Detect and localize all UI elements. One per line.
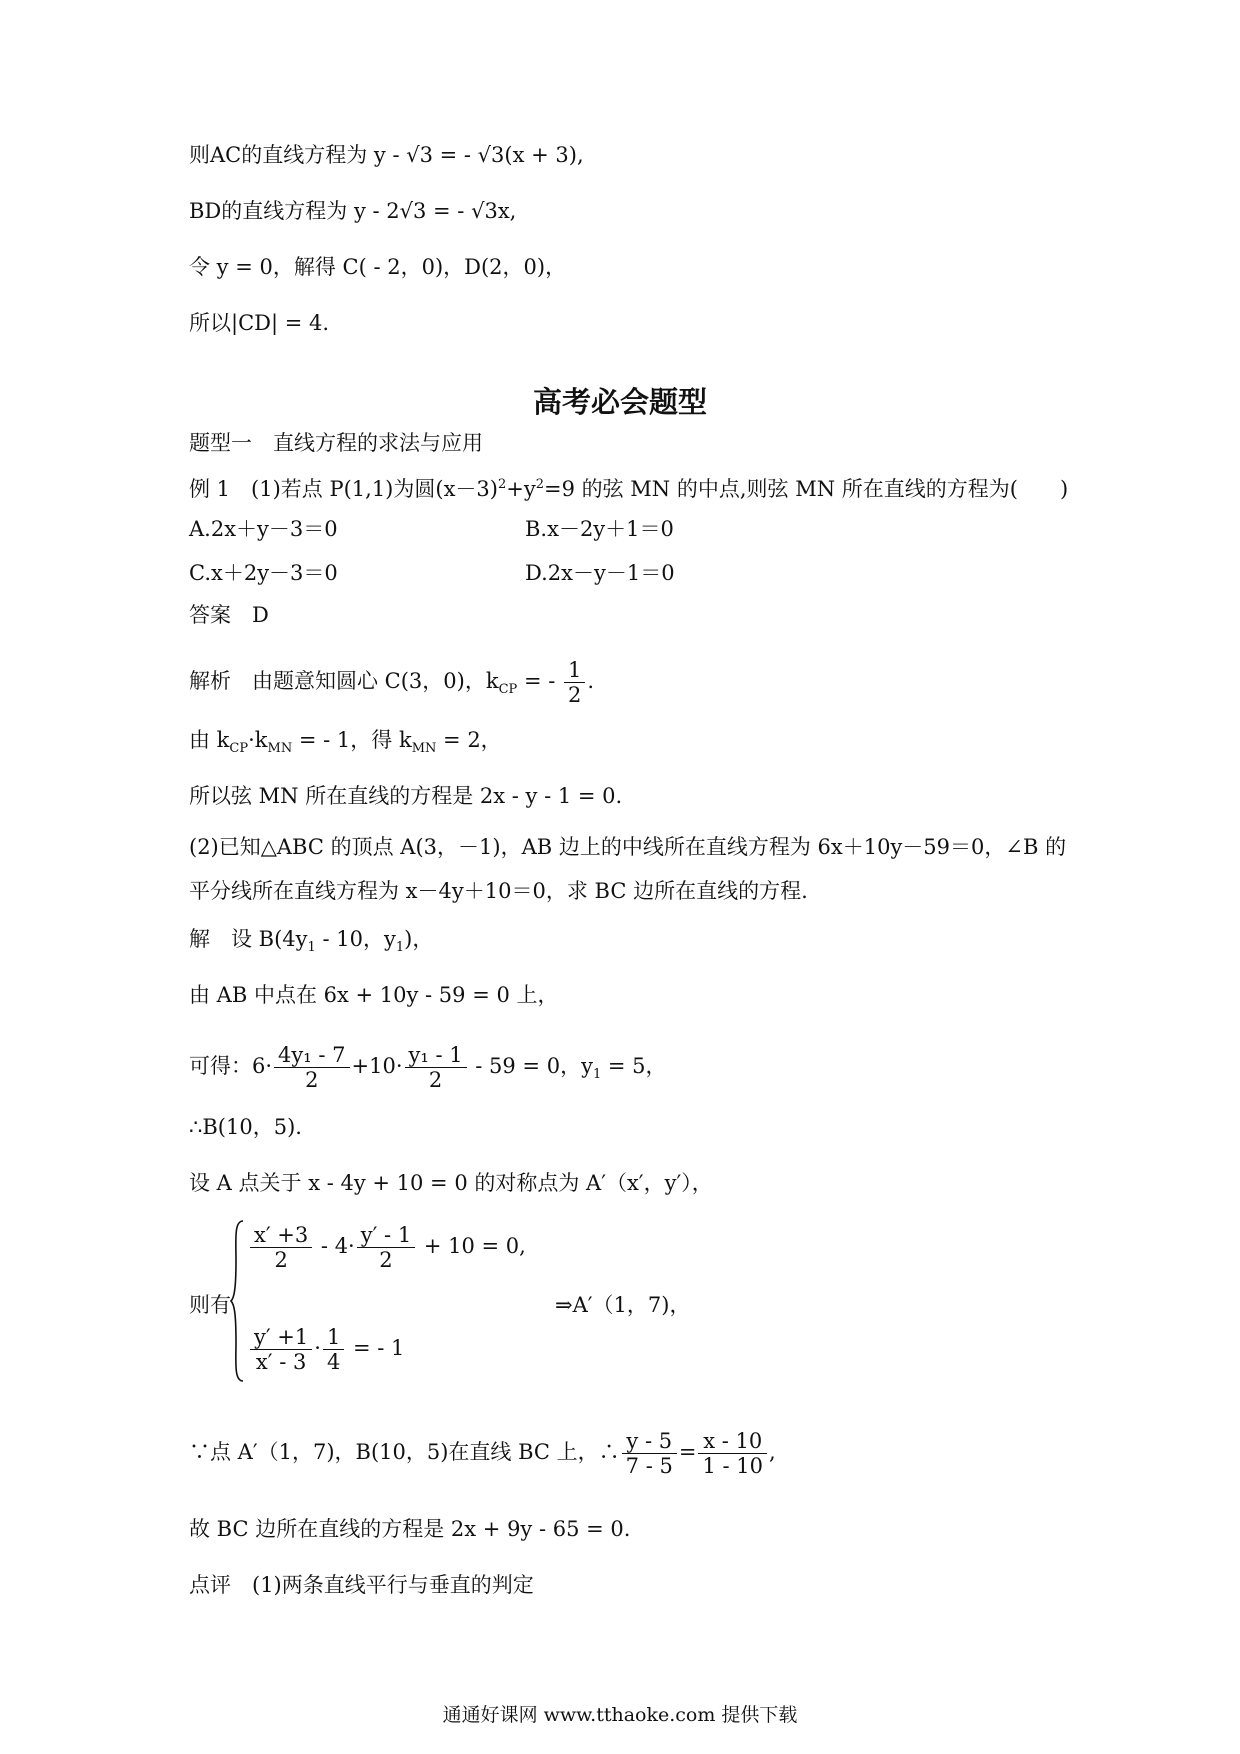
sol-text: 可得：6·: [189, 1054, 273, 1078]
ex1-part-a: 例 1 (1)若点 P(1,1)为圆(x－3): [189, 477, 498, 501]
text-line: 所以|CD| = 4.: [189, 311, 330, 335]
slope-text: = 2，: [436, 728, 502, 752]
slope-text: ·k: [248, 728, 268, 752]
frac-num: 4y₁ - 7: [274, 1043, 349, 1068]
fraction: [250, 1325, 312, 1374]
frac-den: 1 - 10: [702, 1454, 763, 1478]
sol-text: - 59 = 0，y: [468, 1054, 593, 1078]
sys-text: + 10 = 0,: [417, 1234, 526, 1258]
sol-text: - 10，y: [315, 927, 396, 951]
comment: 点评 (1)两条直线平行与垂直的判定: [189, 1573, 534, 1597]
option-d: D.2x－y－1＝0: [525, 561, 675, 585]
solution-line: ∴B(10，5).: [189, 1115, 302, 1139]
sol-text: +10·: [351, 1054, 403, 1078]
frac-num: x′ +3: [250, 1223, 312, 1248]
frac-den: 4: [326, 1350, 341, 1374]
slope-text: = - 1，得 k: [292, 728, 412, 752]
sol-text: )，: [404, 927, 434, 951]
superscript: 2: [497, 477, 507, 492]
frac-num: 1: [564, 658, 585, 683]
subscript: 1: [395, 940, 405, 956]
system-eq-1: [248, 1218, 526, 1274]
sol-text: =: [678, 1440, 697, 1464]
fraction: [323, 1325, 344, 1374]
frac-den: x′ - 3: [255, 1350, 307, 1374]
frac-num: y - 5: [622, 1429, 677, 1454]
analysis-line: 解析 由题意知圆心 C(3，0)，$k_{CP}$ = - $\frac{1}{2}$ .: [189, 658, 595, 707]
subscript: 1: [592, 1067, 602, 1083]
bc-result: 故 BC 边所在直线的方程是 2x + 9y - 65 = 0.: [189, 1517, 631, 1541]
text-line: BD的直线方程为 y - 2√3 = - √3x,: [189, 199, 517, 223]
system-label: 则有: [189, 1293, 231, 1317]
question-2-line2: 平分线所在直线方程为 x－4y＋10＝0，求 BC 边所在直线的方程.: [189, 879, 808, 903]
collinear-line: [189, 1422, 776, 1482]
system-eq-2: [248, 1320, 404, 1376]
frac-den: 2: [305, 1068, 319, 1092]
slope-line: [189, 725, 502, 764]
fraction: [622, 1429, 677, 1478]
sys-text: ·: [314, 1336, 321, 1360]
fraction: [405, 1043, 467, 1092]
mn-result: 所以弦 MN 所在直线的方程是 2x - y - 1 = 0.: [189, 784, 623, 808]
analysis-eq: = -: [517, 669, 562, 693]
solution-line: 由 AB 中点在 6x + 10y - 59 = 0 上，: [189, 983, 559, 1007]
frac-num: x - 10: [698, 1429, 767, 1454]
subscript: 1: [307, 940, 316, 956]
text-line: 则AC的直线方程为 y - √3 = - √3(x + 3),: [189, 143, 584, 167]
frac-den: 2: [379, 1248, 393, 1272]
fraction: [698, 1429, 767, 1478]
text-line: 令 y = 0，解得 C( - 2，0)，D(2，0)，: [189, 255, 567, 279]
frac-num: 1: [323, 1325, 344, 1350]
fraction: [357, 1223, 415, 1272]
ex1-part-c: =9 的弦 MN 的中点,则弦 MN 所在直线的方程为( ): [544, 477, 1069, 501]
sol-text: ∵点 A′（1，7)，B(10，5)在直线 BC 上，∴: [189, 1440, 620, 1464]
analysis-text: 解析 由题意知圆心 C(3，0)，k: [189, 669, 499, 693]
frac-den: 7 - 5: [625, 1454, 673, 1478]
sol-text: 解 设 B(4y: [189, 927, 308, 951]
subscript: CP: [498, 682, 518, 698]
ex1-part-b: +y: [506, 477, 536, 501]
question-2-line1: (2)已知△ABC 的顶点 A(3，－1)，AB 边上的中线所在直线方程为 6x＋10y－59＝0，∠B 的: [189, 835, 1067, 859]
frac-den: 2: [428, 1068, 443, 1092]
solution-line: 设 A 点关于 x - 4y + 10 = 0 的对称点为 A′（x′，y′），: [189, 1171, 713, 1195]
frac-num: y₁ - 1: [405, 1043, 467, 1068]
subscript: MN: [267, 741, 293, 757]
sol-text: = 5，: [601, 1054, 667, 1078]
frac-num: y′ +1: [250, 1325, 312, 1350]
option-c: C.x＋2y－3＝0: [189, 561, 338, 585]
solution-line: [189, 924, 433, 963]
fraction: [274, 1043, 349, 1092]
footer-text: 通通好课网 www.tthaoke.com 提供下载: [442, 1704, 798, 1726]
type-heading: 题型一 直线方程的求法与应用: [189, 431, 483, 455]
subscript: CP: [229, 741, 249, 757]
fraction: [250, 1223, 312, 1272]
frac-den: 2: [274, 1248, 288, 1272]
brace-icon: [230, 1220, 244, 1382]
example-1-question: [189, 470, 1068, 504]
system-result: ⇒A′（1，7)，: [555, 1293, 691, 1317]
section-title: 高考必会题型: [532, 385, 707, 419]
sys-text: = - 1: [346, 1336, 405, 1360]
sys-text: - 4·: [314, 1234, 355, 1258]
frac-den: 2: [568, 683, 582, 707]
option-a: A.2x＋y－3＝0: [189, 517, 338, 541]
sol-text: ,: [768, 1440, 776, 1464]
superscript: 2: [535, 477, 544, 492]
slope-text: 由 k: [189, 728, 230, 752]
subscript: MN: [411, 741, 437, 757]
fraction-half: [564, 658, 585, 707]
answer: 答案 D: [189, 603, 269, 627]
frac-num: y′ - 1: [357, 1223, 415, 1248]
option-b: B.x－2y＋1＝0: [525, 517, 674, 541]
solution-fraction-line: [189, 1036, 667, 1105]
